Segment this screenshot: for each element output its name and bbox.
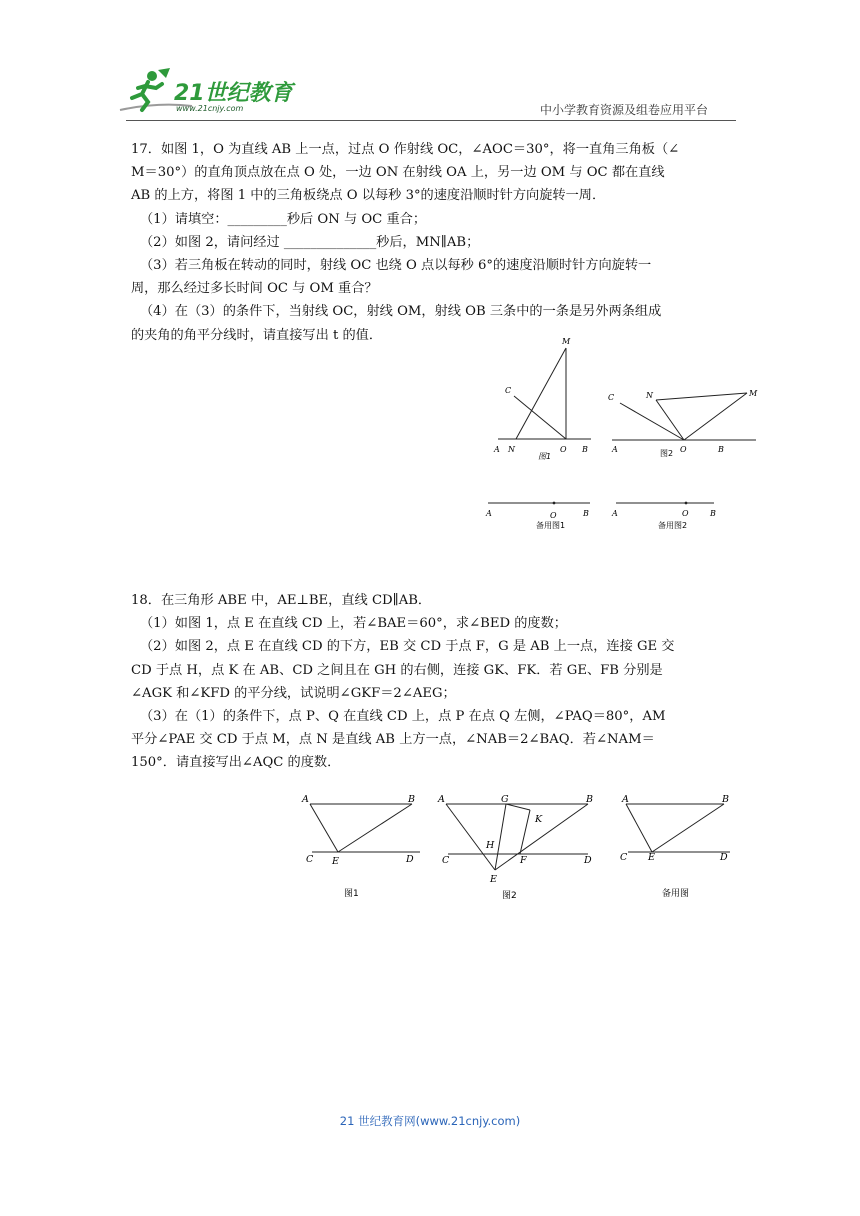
q17-part-2: （2）如图 2，请问经过 ______________秒后，MN∥AB； xyxy=(140,234,480,250)
label-N: N xyxy=(646,391,653,400)
label-B: B xyxy=(408,794,415,805)
q18-figure-1 xyxy=(300,790,430,904)
label-O: O xyxy=(682,509,689,518)
q17-figure-1 xyxy=(488,336,598,470)
q17-part-3: （3）若三角板在转动的同时，射线 OC 也绕 O 点以每秒 6°的速度沿顺时针方向旋转一 xyxy=(140,258,652,274)
q17-line: 周，那么经过多长时间 OC 与 OM 重合？ xyxy=(131,281,378,297)
label-E: E xyxy=(490,874,497,885)
label-K: K xyxy=(535,814,543,825)
q18-line: 150°．请直接写出∠AQC 的度数． xyxy=(131,755,341,771)
figure-caption: 图2 xyxy=(502,891,517,901)
q18-part-3: （3）在（1）的条件下，点 P、Q 在直线 CD 上，点 P 在点 Q 左侧，∠PAQ＝80°，AM xyxy=(140,709,666,725)
label-A: A xyxy=(612,509,618,518)
q17-part-1: （1）请填空：_________秒后 ON 与 OC 重合； xyxy=(140,211,427,227)
label-B: B xyxy=(582,445,588,454)
runner-icon xyxy=(132,68,170,110)
q17-figure-2 xyxy=(604,384,764,468)
q18-figure-2 xyxy=(436,790,606,909)
label-N: N xyxy=(508,445,515,454)
label-D: D xyxy=(720,852,728,863)
label-G: G xyxy=(501,794,509,805)
label-E: E xyxy=(648,852,655,863)
label-A: A xyxy=(486,509,492,518)
label-A: A xyxy=(302,794,309,805)
header-divider xyxy=(126,120,736,121)
label-A: A xyxy=(438,794,445,805)
figure-caption: 图1 xyxy=(538,452,552,461)
label-O: O xyxy=(550,511,557,520)
logo-url: www.21cnjy.com xyxy=(176,104,244,113)
q18-line: 平分∠PAE 交 CD 于点 M，点 N 是直线 AB 上方一点，∠NAB＝2∠BAQ．若∠NAM＝ xyxy=(131,732,655,748)
label-B: B xyxy=(586,794,593,805)
question-18 xyxy=(131,589,733,775)
q18-line: 18．在三角形 ABE 中，AE⊥BE，直线 CD∥AB． xyxy=(131,593,432,608)
label-E: E xyxy=(332,856,339,867)
label-C: C xyxy=(620,852,628,863)
q18-line: CD 于点 H，点 K 在 AB、CD 之间且在 GH 的右侧，连接 GK、FK．若 GE、FB 分别是 xyxy=(131,662,663,678)
label-C: C xyxy=(608,393,615,402)
q17-part-4: （4）在（3）的条件下，当射线 OC，射线 OM，射线 OB 三条中的一条是另外两条组成 xyxy=(140,304,662,320)
q17-line: AB 的上方，将图 1 中的三角板绕点 O 以每秒 3°的速度沿顺时针方向旋转一周． xyxy=(131,188,606,204)
label-B: B xyxy=(583,509,589,518)
label-B: B xyxy=(722,794,729,805)
q17-spare-figure-2 xyxy=(606,494,726,538)
logo-text: 21世纪教育 xyxy=(174,81,293,106)
label-B: B xyxy=(718,445,724,454)
label-C: C xyxy=(442,855,450,866)
label-D: D xyxy=(406,854,414,865)
platform-label: 中小学教育资源及组卷应用平台 xyxy=(540,103,709,117)
label-M: M xyxy=(562,337,571,346)
label-B: B xyxy=(710,509,716,518)
label-D: D xyxy=(584,855,592,866)
q18-part-1: （1）如图 1，点 E 在直线 CD 上，若∠BAE＝60°，求∠BED 的度数； xyxy=(140,616,567,632)
label-C: C xyxy=(306,854,314,865)
q17-spare-figure-1 xyxy=(480,494,600,538)
q18-line: ∠AGK 和∠KFD 的平分线，试说明∠GKF＝2∠AEG； xyxy=(131,685,456,701)
label-M: M xyxy=(749,389,758,398)
q18-part-2: （2）如图 2，点 E 在直线 CD 的下方，EB 交 CD 于点 F，G 是 AB 上一点，连接 GE 交 xyxy=(140,639,675,655)
label-C: C xyxy=(505,386,512,395)
site-logo xyxy=(118,66,298,120)
label-H: H xyxy=(486,840,495,851)
figure-caption: 备用图1 xyxy=(536,521,566,530)
label-O: O xyxy=(560,445,567,454)
label-A: A xyxy=(612,445,618,454)
figure-caption: 备用图 xyxy=(662,889,690,899)
figure-caption: 备用图2 xyxy=(658,521,688,530)
q17-line: 17．如图 1，O 为直线 AB 上一点，过点 O 作射线 OC，∠AOC＝30°，将一直角三角板（∠ xyxy=(131,142,680,157)
label-F: F xyxy=(520,855,527,866)
q17-line: 的夹角的角平分线时，请直接写出 t 的值． xyxy=(131,327,383,343)
question-17 xyxy=(131,138,733,347)
footer-link[interactable]: 21 世纪教育网(www.21cnjy.com) xyxy=(339,1114,521,1128)
q17-line: M＝30°）的直角顶点放在点 O 处，一边 ON 在射线 OA 上，另一边 OM 与 OC 都在直线 xyxy=(131,165,665,181)
figure-caption: 图2 xyxy=(660,449,674,458)
figure-caption: 图1 xyxy=(344,889,359,899)
q18-spare-figure xyxy=(616,790,741,904)
label-A: A xyxy=(622,794,629,805)
label-A: A xyxy=(494,445,500,454)
label-O: O xyxy=(680,445,687,454)
